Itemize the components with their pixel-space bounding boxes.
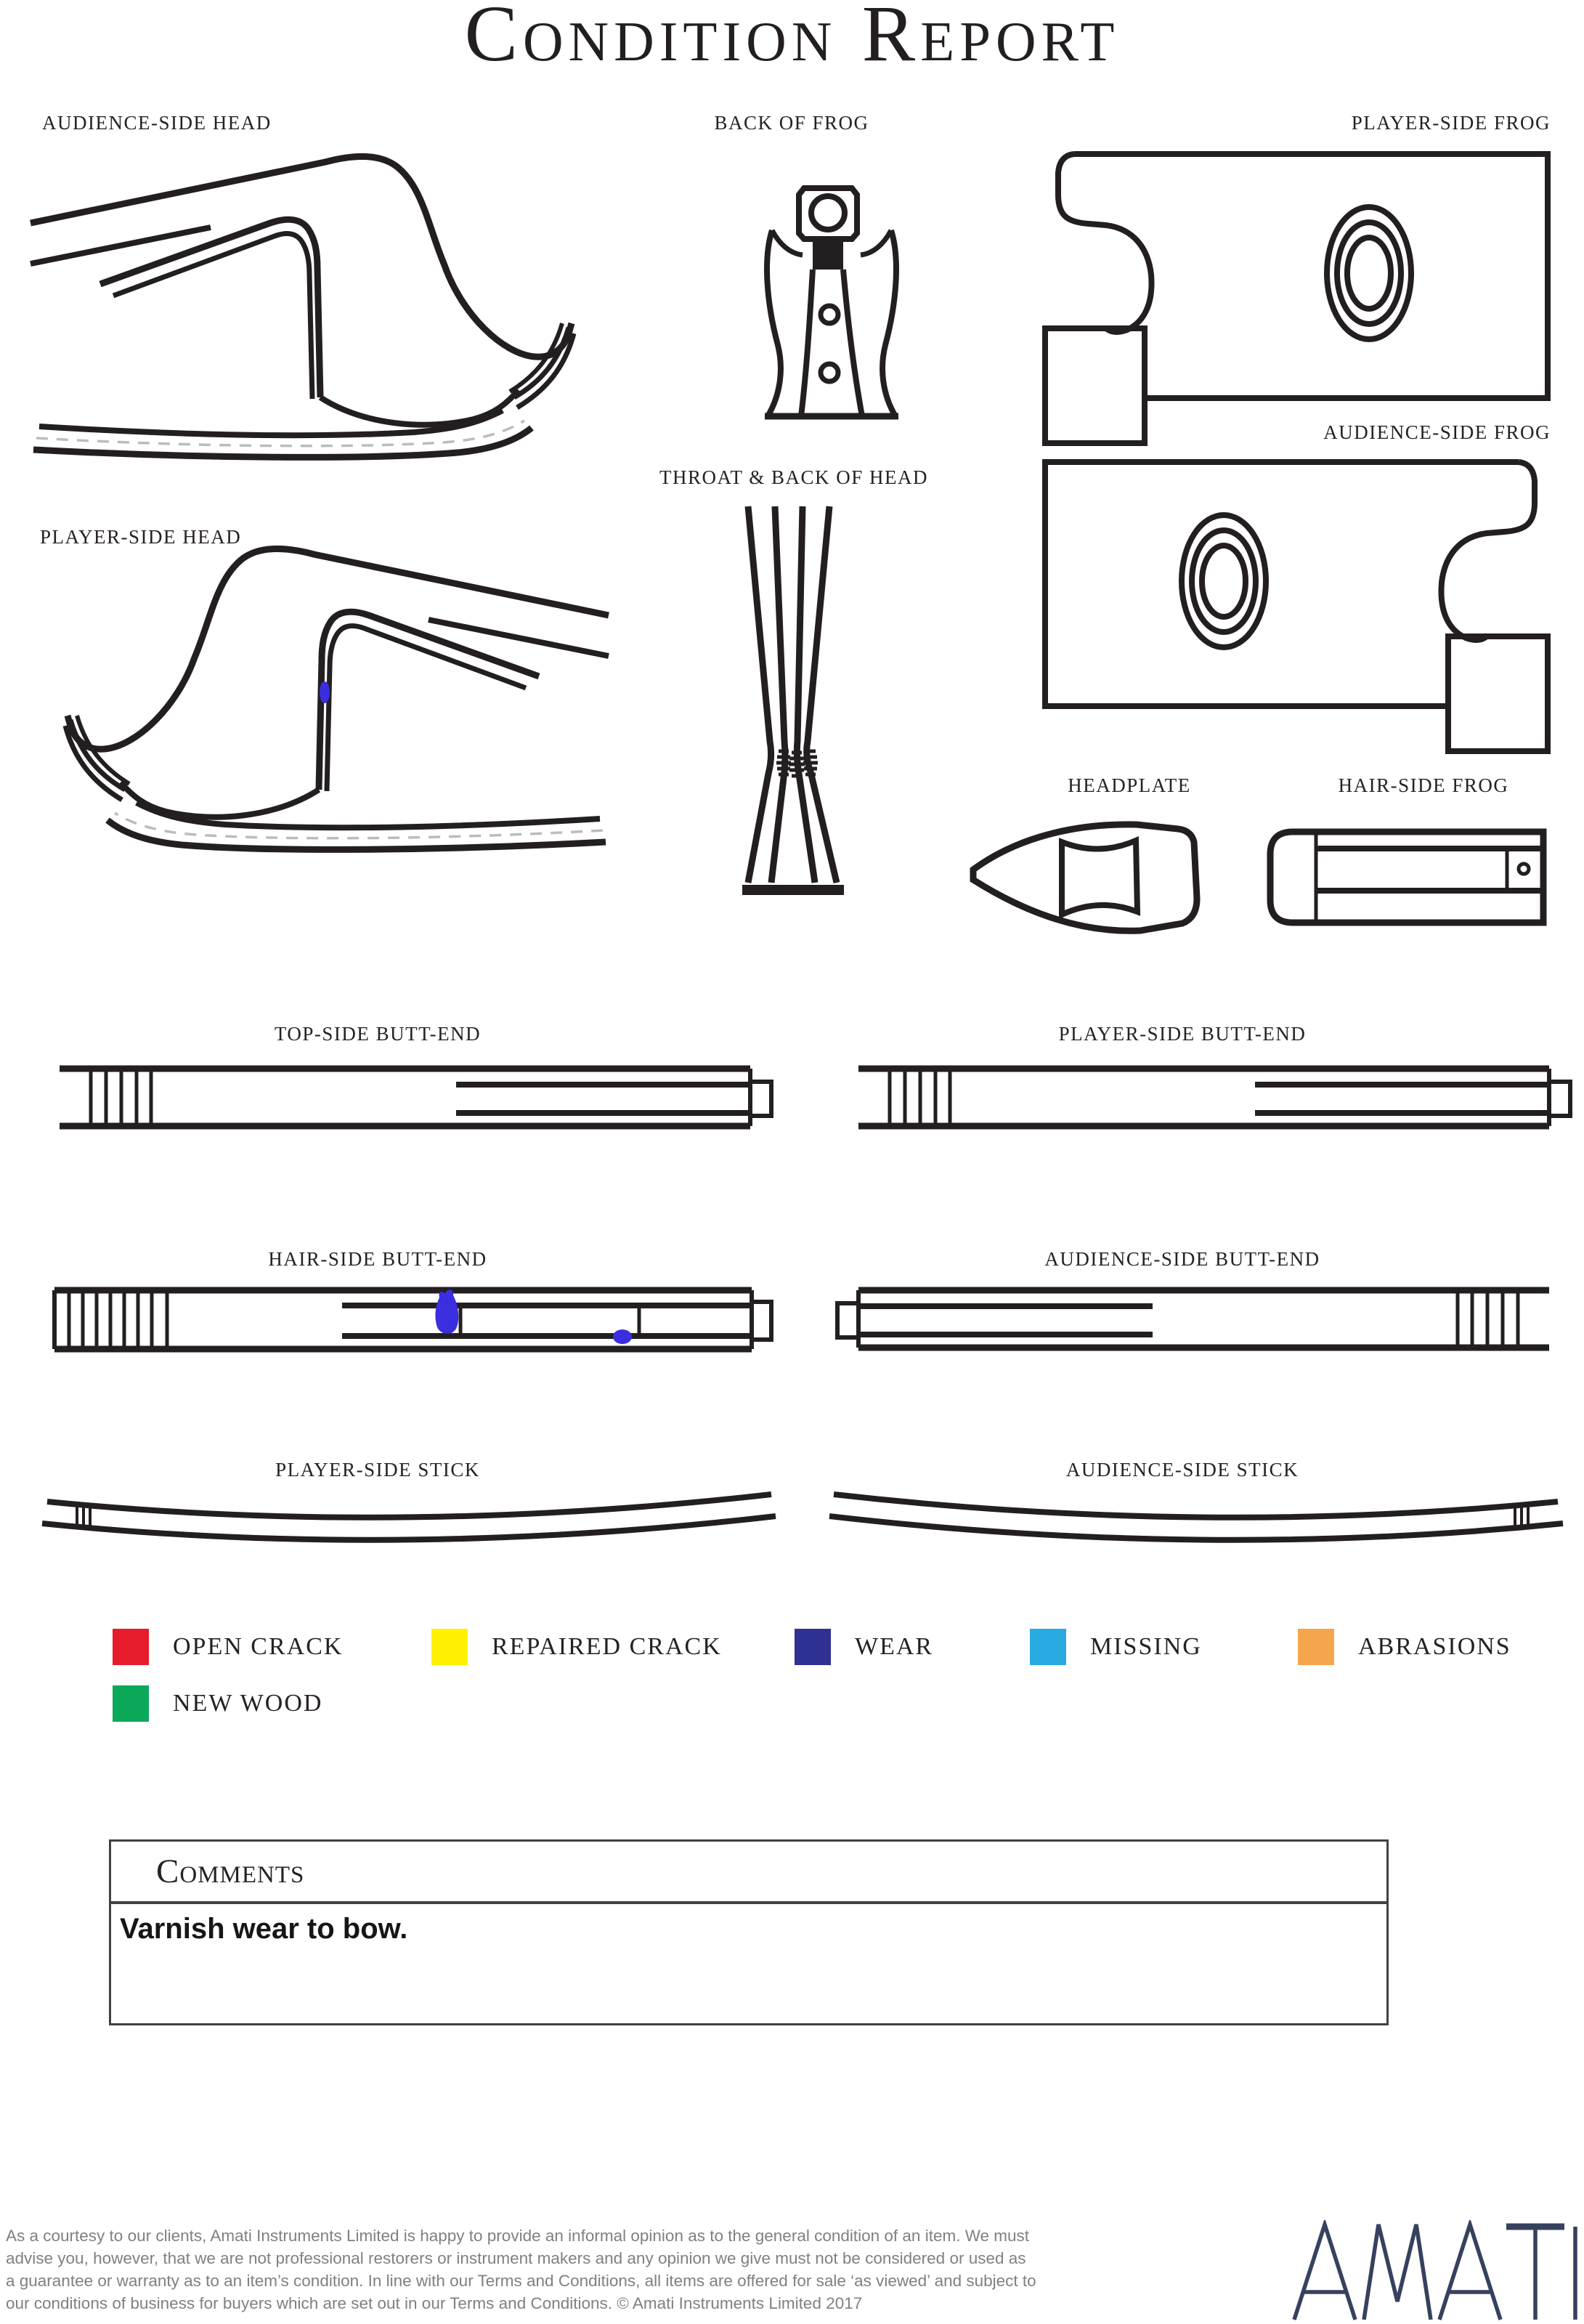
- comments-box: [109, 1839, 1389, 2025]
- audience-side-head-label: AUDIENCE-SIDE HEAD: [42, 112, 272, 134]
- audience-side-frog-drawing: [1042, 458, 1551, 763]
- audience-side-butt-end-drawing: [832, 1284, 1565, 1357]
- audience-side-stick-drawing: [828, 1486, 1583, 1544]
- new-wood-swatch: [113, 1685, 149, 1722]
- throat-back-of-head-drawing: [726, 501, 959, 901]
- disclaimer-line: a guarantee or warranty as to an item’s condition. In line with our Terms and Conditions, all items are offered for sale ‘as viewed’ and subject to: [6, 2272, 1036, 2290]
- repaired-crack-label: REPAIRED CRACK: [492, 1633, 722, 1660]
- throat-back-of-head-label: THROAT & BACK OF HEAD: [659, 466, 929, 488]
- back-of-frog-label: BACK OF FROG: [714, 112, 869, 134]
- legend-item-missing: [1030, 1629, 1202, 1665]
- headplate-label: HEADPLATE: [1068, 774, 1191, 796]
- player-side-frog-drawing: [1042, 150, 1551, 455]
- disclaimer-line: As a courtesy to our clients, Amati Instruments Limited is happy to provide an informal opinion as to the general condition of an item. We must: [6, 2227, 1030, 2245]
- open-crack-swatch: [113, 1629, 149, 1665]
- headplate-drawing: [966, 817, 1220, 941]
- missing-label: MISSING: [1090, 1633, 1202, 1660]
- top-side-butt-end-label: TOP-SIDE BUTT-END: [274, 1023, 482, 1045]
- abrasions-swatch: [1298, 1629, 1334, 1665]
- top-side-butt-end-drawing: [44, 1063, 777, 1135]
- back-of-frog-drawing: [759, 185, 904, 425]
- disclaimer: [6, 2224, 1240, 2315]
- abrasions-label: ABRASIONS: [1358, 1633, 1511, 1660]
- player-side-head-drawing: [36, 534, 617, 868]
- wear-swatch: [795, 1629, 831, 1665]
- comments-text: Varnish wear to bow.: [120, 1913, 408, 1945]
- amati-logo: [1287, 2220, 1580, 2323]
- wear-mark-butt-1: [435, 1289, 458, 1334]
- page-title: Condition Report: [464, 0, 1120, 78]
- legend-item-new-wood: [113, 1685, 322, 1722]
- hair-side-frog-drawing: [1264, 828, 1547, 926]
- hair-side-butt-end-drawing: [40, 1284, 773, 1357]
- legend-item-repaired-crack: [431, 1629, 722, 1665]
- wear-mark-butt-2: [613, 1329, 632, 1344]
- player-side-stick-drawing: [22, 1486, 777, 1544]
- player-side-frog-label: PLAYER-SIDE FROG: [1351, 112, 1551, 134]
- open-crack-label: OPEN CRACK: [173, 1633, 344, 1660]
- legend-item-wear: [795, 1629, 933, 1665]
- player-side-head-label: PLAYER-SIDE HEAD: [40, 526, 242, 548]
- missing-swatch: [1030, 1629, 1066, 1665]
- audience-side-butt-end-label: AUDIENCE-SIDE BUTT-END: [1044, 1248, 1320, 1270]
- wear-label: WEAR: [855, 1633, 934, 1660]
- disclaimer-line: advise you, however, that we are not professional restorers or instrument makers and any opinion we give must not be considered or used as: [6, 2249, 1026, 2267]
- hair-side-frog-label: HAIR-SIDE FROG: [1338, 774, 1509, 796]
- player-side-butt-end-drawing: [842, 1063, 1576, 1135]
- comments-header: [111, 1842, 1386, 1904]
- frog-heel-block: [813, 239, 843, 270]
- repaired-crack-swatch: [431, 1629, 468, 1665]
- audience-side-stick-label: AUDIENCE-SIDE STICK: [1065, 1459, 1299, 1481]
- legend-item-abrasions: [1298, 1629, 1511, 1665]
- legend-item-open-crack: [113, 1629, 343, 1665]
- disclaimer-line: our conditions of business for buyers which are set out in our Terms and Conditions. © Amati Instruments Limited 2017: [6, 2294, 863, 2312]
- player-side-stick-label: PLAYER-SIDE STICK: [275, 1459, 480, 1481]
- new-wood-label: NEW WOOD: [173, 1690, 323, 1717]
- audience-side-frog-label: AUDIENCE-SIDE FROG: [1323, 421, 1551, 443]
- wear-mark-head: [320, 681, 330, 703]
- audience-side-head-drawing: [22, 142, 603, 476]
- hair-side-butt-end-label: HAIR-SIDE BUTT-END: [268, 1248, 487, 1270]
- comments-heading: Comments: [156, 1853, 305, 1890]
- player-side-butt-end-label: PLAYER-SIDE BUTT-END: [1058, 1023, 1307, 1045]
